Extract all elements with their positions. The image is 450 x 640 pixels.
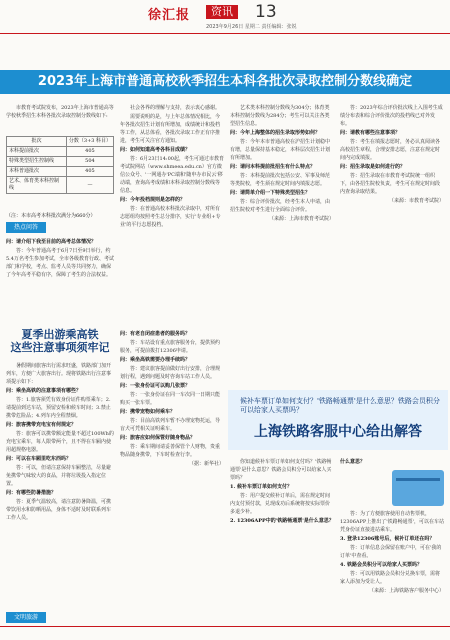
question: 问：可以在车厢里吃东西吗？ (6, 456, 72, 462)
article1-col1 (6, 104, 114, 121)
table-row (7, 167, 114, 177)
question: 4. 铁路会员积分可以给家人买票吗？ (340, 562, 422, 568)
answer: 答：在普通高校本科批次录取中，对所有志愿组均按照考生总分排序，实行'专业组+专业'的平行志愿投档。 (120, 206, 221, 228)
question: 问：招生录取是如何进行的？ (340, 164, 406, 170)
answer: 答：旅客可以携带额定能量不超过100Wh的充电宝乘车，每人限带两个，且不得在车厢内使用超规格电器。 (6, 431, 114, 453)
table-header: 分数（3+3 科目） (66, 137, 113, 147)
answer: 答：可以，但请注意保持车厢整洁，尽量避免携带气味较大的食品，并将垃圾投入指定位置。 (6, 465, 112, 487)
article1-col3 (230, 104, 334, 224)
question: 问：携带宠物如何乘车？ (120, 409, 176, 415)
table-cell: 本科提前批次 (7, 147, 67, 157)
paragraph: 社会各界的理解与支持，表示衷心感谢。 (130, 105, 221, 111)
issue-meta: 2023年9月26日 星期二 责任编辑：张锐 (206, 24, 297, 30)
newspaper-name: 徐汇报 (148, 8, 191, 23)
source-note: （据：新华社） (188, 461, 224, 467)
table-note: （注：本市高考本科批次满分为660分） (6, 213, 96, 219)
article3-col-left (230, 458, 334, 526)
table-header-row (7, 137, 114, 147)
paragraph: 答：2023年综合评价批次线上入围考生成绩分布表和综合评价批次的投档线已对外发布。 (340, 105, 443, 127)
masthead (0, 0, 450, 42)
answer: 答：招生录取在市教育考试院统一组织下，由各招生院校负责，考生可在规定时间段内查询录取结果。 (340, 173, 441, 195)
hot-qa-tag: 热点问答 (6, 222, 46, 233)
question: 3. 登录12306账号后，候补订单还在吗？ (340, 536, 435, 542)
table-row (7, 157, 114, 167)
question: 问：请介绍下我至目前的高考总体情况？ (6, 239, 97, 245)
question: 问：有哪些防暑措施？ (6, 490, 57, 496)
table-cell: 本科普通批次 (7, 167, 67, 177)
answer: 答：考生在填报志愿时，务必认真阅读各高校招生章程，合理安排志愿，注意在规定时间内完成填报。 (340, 139, 441, 161)
question: 问：今年上海整体的招生录取形势如何？ (230, 130, 321, 136)
answer: 答：用户提交候补订单后，需在规定时间内支付预付款，兑现成功后系统将按实际票价多退少补。 (230, 493, 331, 515)
bank-card-illustration (392, 470, 444, 506)
article2-title-line1: 夏季出游乘高铁 (21, 328, 99, 341)
table-row (7, 177, 114, 194)
question: 问：乘坐高铁需要办理手续吗？ (120, 357, 191, 363)
page-number: 13 (255, 2, 277, 22)
answer: 答：建议旅客提前做好出行安排，合理规划行程，遇到问题及时咨询车站工作人员。 (120, 366, 221, 380)
question: 2. 12306APP中的'铁路畅通票'是什么意思？ (230, 518, 334, 524)
answer: 答：6月23日14:00起，考生可通过市教育考试院网站（www.shmeea.edu.cn）官方微信公众号、'一网通办'PC端和'随申办市民云'移动端，查询高考成绩和本科录取控制分数线等信息。 (120, 156, 224, 194)
question: 问：旅客应如何保管好随身物品？ (120, 435, 196, 441)
table-cell: 405 (66, 167, 113, 177)
question: 问：今年投档规则是怎样的？ (120, 197, 186, 203)
article1-col4 (340, 104, 444, 206)
question: 问：一张身份证可以购几张票？ (120, 383, 191, 389)
article2-body (6, 362, 114, 523)
article1-col2 (120, 104, 224, 230)
question: 问：有老自闭症患者的服务吗？ (120, 331, 191, 337)
question: 问：旅客携带充电宝有何规定？ (6, 422, 77, 428)
answer: 答：乘车期间请妥善保管个人财物，贵重物品随身携带，下车时检查行李。 (120, 444, 221, 458)
answer: 答：1.旅客须凭有效身份证件购票乘车；2.请提前到达车站，预留安检和候车时间；3.禁止携带危险品；4.列车内全程禁烟。 (6, 397, 111, 419)
answer: 答：夏季气温较高，请注意防暑降温，可携带饮用水和防晒用品，身体不适时及时联系列车工作人员。 (6, 499, 112, 521)
question: 问：请简单介绍一下特殊类型招生？ (230, 190, 311, 196)
civilized-travel-tag: 文明旅游 (6, 612, 46, 623)
article3-col-right-top (340, 458, 390, 467)
question: 问：如何知道高考各科目成绩？ (120, 147, 191, 153)
answer: 答：本科提前批次包括公安、军事及师范等类院校，考生须在规定时间内填报志愿。 (230, 173, 331, 187)
question: 问：请问本科提前批招生有什么特点？ (230, 164, 316, 170)
answer: 答：今年普通高考于6月7日至9日举行，约5.4万名考生参加考试，全市各级教育行政、考试部门和学校，考点、监考人员等共同努力，确保了今年高考平稳有序，保障了考生的合法权益。 (6, 248, 114, 278)
table-cell: 405 (66, 147, 113, 157)
article3-col-right (340, 510, 444, 596)
section-label: 资讯 (206, 5, 238, 19)
answer: 答：综合评价批次，经考生本人申请，由招生院校对考生进行全面综合评价。 (230, 199, 331, 213)
answer: 答：今年本市普通高校在沪招生计划稳中有增，总量保持基本稳定，本科层次招生计划有所增加。 (230, 139, 331, 161)
answer: 答：可以用铁路会员积分兑换车票，需将家人添加为受让人。 (340, 571, 441, 585)
table-cell: — (66, 177, 113, 194)
article2-headline (6, 328, 114, 354)
question: 问：乘坐高铁的注意事项有哪些？ (6, 388, 82, 394)
table-row (7, 147, 114, 157)
answer: 答：订单信息会保留在账户中，可在'我的订单'中查看。 (340, 545, 442, 559)
answer: 答：为了方便旅客使用自动售票机，12306APP上推出了'铁路畅通票'，可以在车站凭身份证直接进站乘车。 (340, 511, 444, 533)
score-table (6, 136, 114, 194)
article3-headline: 上海铁路客服中心给出解答 (254, 424, 422, 440)
paragraph: 需要说明的是，与上年总体情况相比，今年各批次招生计划有所增加，成绩统计和投档等工作，从总体看，各批次录取工作正有序推进，考生可关注官方通知。 (120, 114, 221, 144)
answer: 答：一张身份证在同一车次同一日期只能购买一张车票。 (120, 392, 221, 406)
source-note: （来源：市教育考试院） (388, 198, 444, 204)
page-bottom-rule (0, 626, 450, 627)
source-note: （来源：上海市教育考试院） (268, 216, 334, 222)
intro-paragraph: 市教育考试院发布，2023年上海市普通高等学校秋季招生本科各批次录取控制分数线如下: (6, 105, 114, 119)
article3-intro: 候补车票订单如何支付？'铁路畅通票'是什么意思？铁路会员积分可以给家人买票吗？ (240, 397, 440, 414)
intro-paragraph: 暑假期间旅客出行需求旺盛，铁路部门加开列车，方便广大旅客出行。现将铁路出行注意事项提示如下： (6, 363, 112, 385)
table-cell: 艺术、体育类本科控制线 (7, 177, 67, 194)
table-cell: 504 (66, 157, 113, 167)
paragraph: 你知道候补车票订单如何支付吗？'铁路畅通票'是什么意思？铁路会员积分可以给家人买票吗？ (230, 459, 332, 481)
table-cell: 特殊类型招生控制线 (7, 157, 67, 167)
headline-banner: 2023年上海市普通高校秋季招生本科各批次录取控制分数线确定 (0, 70, 450, 94)
table-header: 批次 (7, 137, 67, 147)
question: 问：请教有哪些注意事项？ (340, 130, 401, 136)
answer: 答：目前高铁列车暂不办理宠物托运，导盲犬可凭相关证明乘车。 (120, 418, 221, 432)
paragraph: 艺术类本科控制分数线为304分；体育类本科控制分数线为284分；考生可以关注各类型招生信息。 (230, 105, 330, 127)
source-note: （来源：上海铁路客户服务中心） (368, 588, 444, 594)
article2-title-line2: 这些注意事项须牢记 (10, 341, 110, 354)
masthead-rule (0, 33, 450, 34)
question: 什么意思？ (340, 459, 366, 465)
article2-col2 (120, 330, 224, 469)
answer: 答：车站设有重点旅客服务台，提供预约服务，可提前拨打12306申请。 (120, 340, 221, 354)
question: 1. 候补车票订单如何支付？ (230, 484, 292, 490)
article1-col1-body (6, 238, 114, 280)
